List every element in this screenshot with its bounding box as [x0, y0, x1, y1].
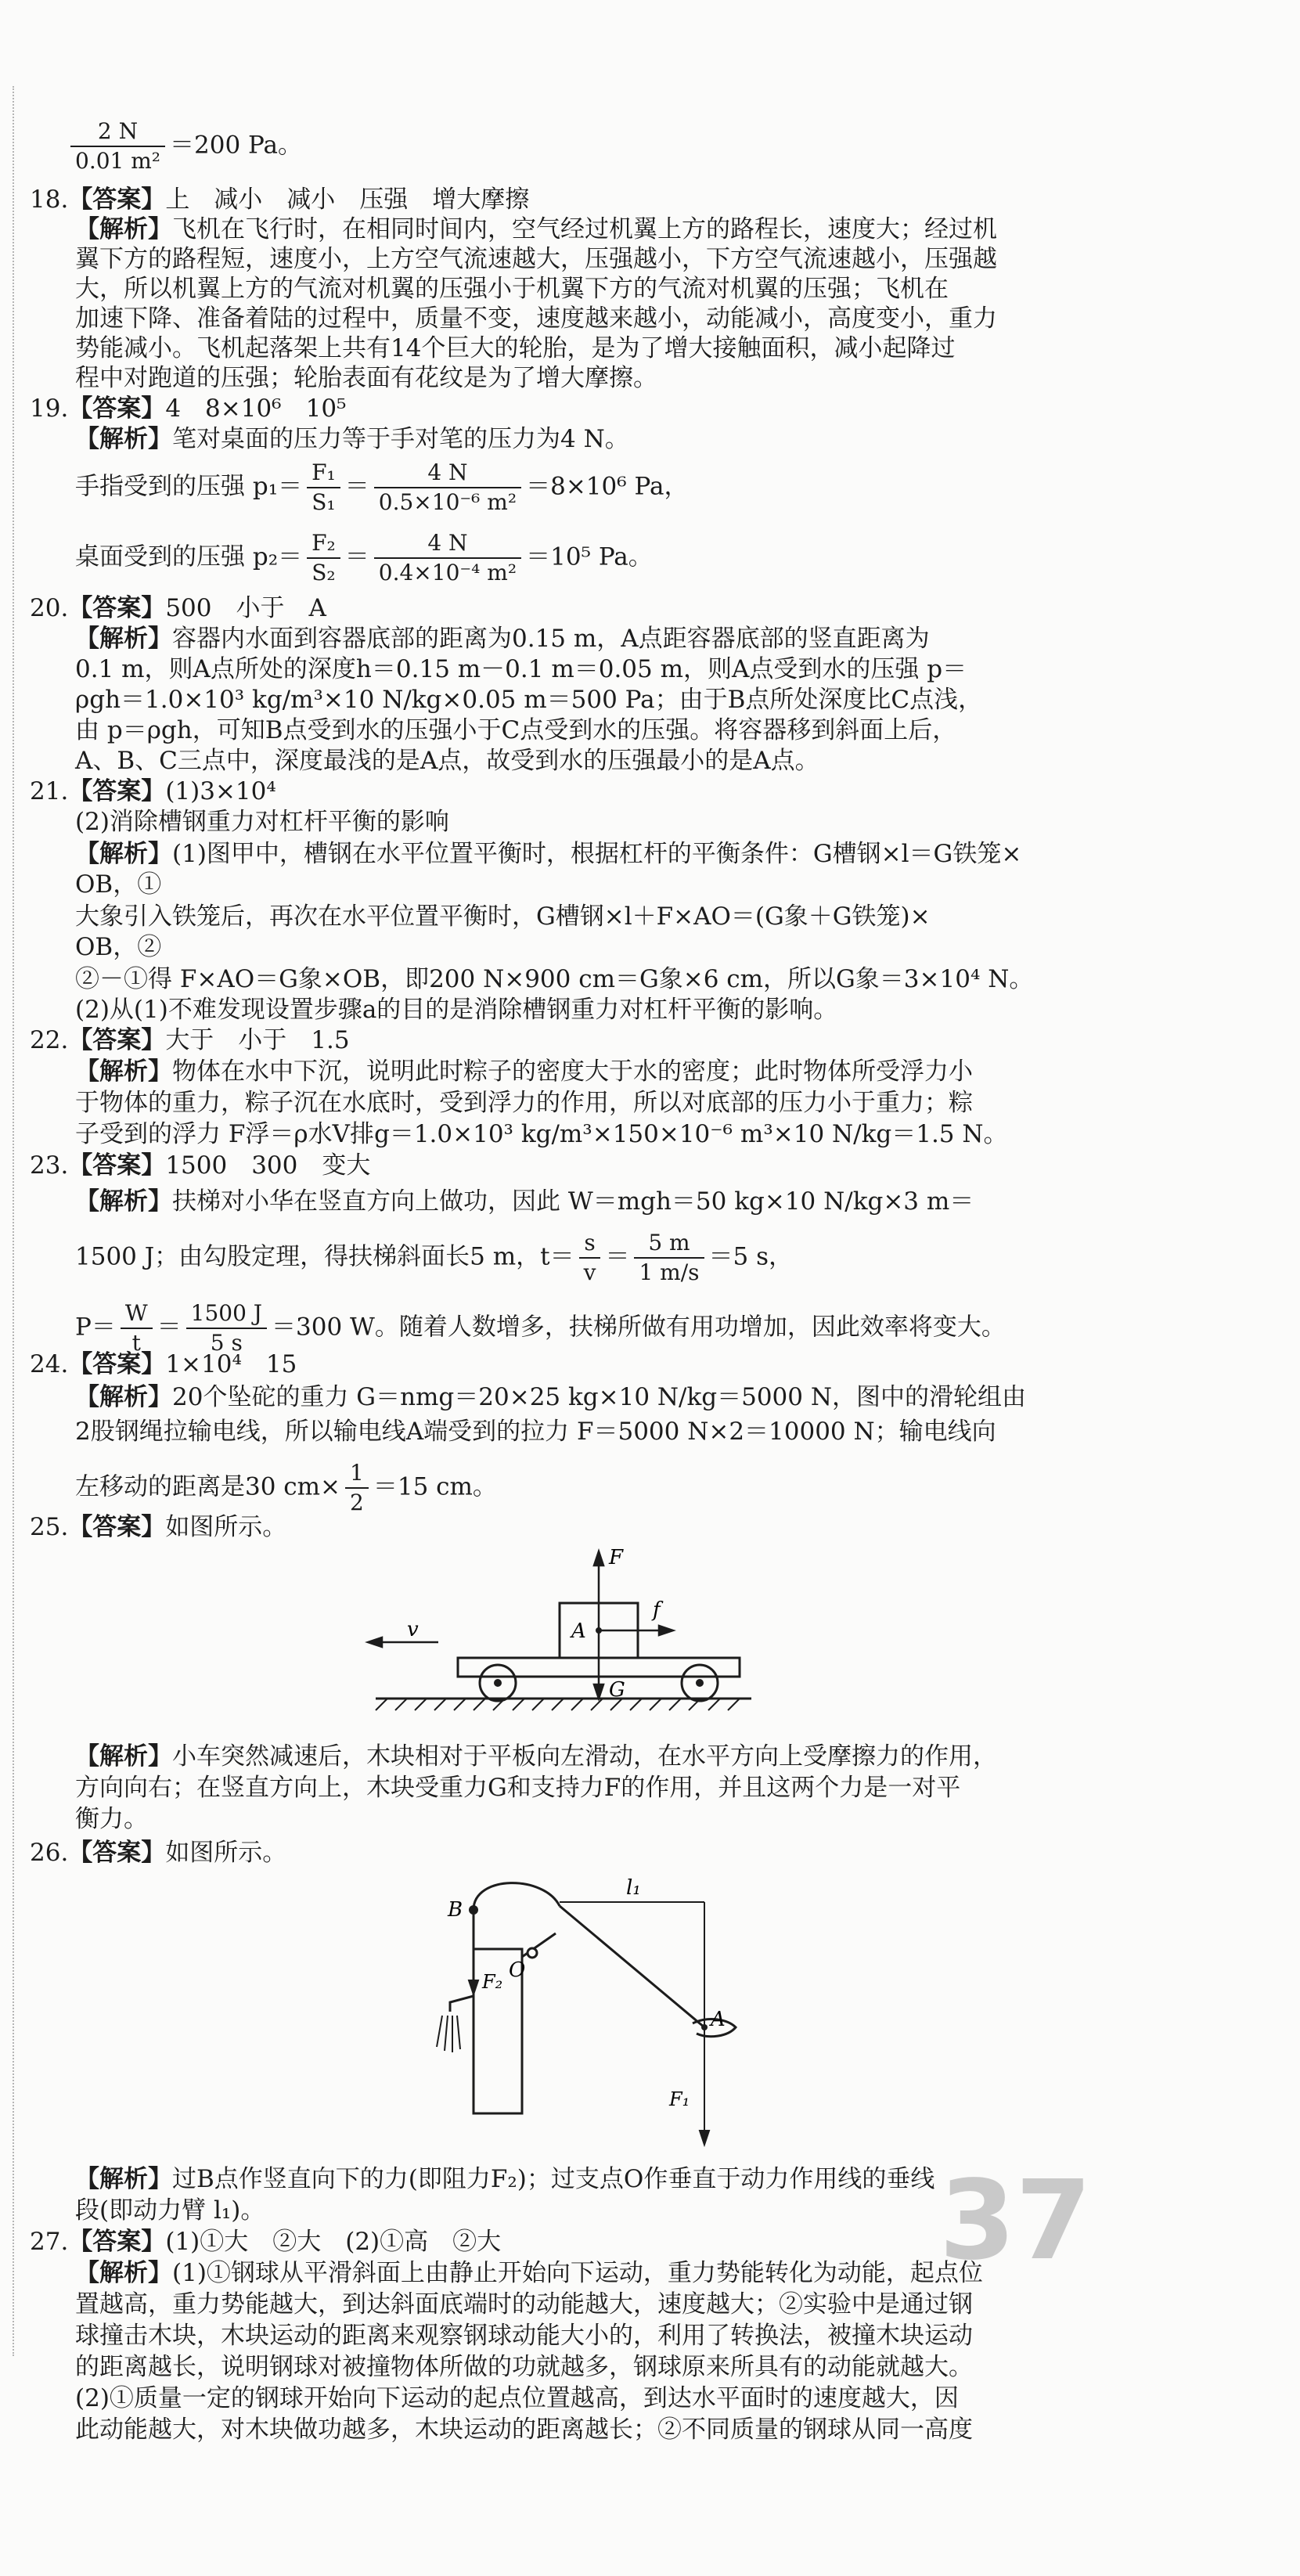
q21-explain-2: OB，① [75, 870, 162, 899]
frac-num: 1500 J [186, 1299, 267, 1329]
answer-text: 如图所示。 [165, 1513, 287, 1541]
q24-explain-3 [75, 1459, 497, 1517]
q22-explain-2: 于物体的重力，粽子沉在水底时，受到浮力的作用，所以对底部的压力小于重力；粽 [75, 1089, 973, 1117]
explain-tag: 【解析】 [75, 2165, 172, 2193]
q18-explain-2: 翼下方的路程短，速度小，上方空气流速越大，压强越小，下方空气流速越小，压强越 [75, 245, 997, 273]
question-number: 23. [30, 1151, 69, 1180]
explain-tag: 【解析】 [75, 425, 172, 453]
answer-tag: 【答案】 [68, 1026, 166, 1054]
frac-den: t [131, 1330, 141, 1356]
answer-text: 大于 小于 1.5 [165, 1026, 350, 1054]
q18-answer [30, 185, 530, 214]
label-A: A [711, 2008, 726, 2031]
q20-answer [30, 593, 326, 623]
answer-text: 1×10⁴ 15 [165, 1350, 297, 1378]
frac-num: F₁ [307, 459, 340, 488]
pump-handle-curve [474, 1883, 560, 1910]
q19-formula-1: 手指受到的压强 p₁＝ $\frac{\text{F₁}}{\text{S₁}}$ ＝ $\frac{4 N}{\text{0.5×10⁻⁶ m²}}$ ＝8×10⁶ Pa， [75, 459, 689, 515]
ground-hatch [376, 1699, 740, 1710]
q22-answer [30, 1025, 350, 1055]
explain-text: 小车突然减速后，木块相对于平板向左滑动，在水平方向上受摩擦力的作用， [172, 1742, 997, 1771]
answer-tag: 【答案】 [68, 594, 166, 622]
explain-tag: 【解析】 [75, 215, 172, 243]
explain-text: (1)图甲中，槽钢在水平位置平衡时，根据杠杆的平衡条件：G槽钢×l＝G铁笼× [172, 840, 1022, 868]
formula-text: ＝15 cm。 [373, 1472, 497, 1501]
frac-den: S₂ [311, 560, 336, 585]
page-number: 37 [939, 2157, 1092, 2285]
answer-tag: 【答案】 [68, 1350, 166, 1378]
q27-explain-1 [75, 2258, 983, 2288]
point-A [701, 2024, 708, 2030]
answer-tag: 【答案】 [68, 777, 166, 805]
explain-text: 20个坠砣的重力 G＝nmg＝20×25 kg×10 N/kg＝5000 N，图中的滑轮组由 [172, 1383, 1026, 1411]
formula-text: 桌面受到的压强 p₂＝ [75, 542, 303, 571]
explain-tag: 【解析】 [75, 2259, 172, 2287]
question-number: 24. [30, 1350, 69, 1378]
answer-text: (1)①大 ②大 (2)①高 ②大 [165, 2228, 502, 2256]
frac-den: 5 s [210, 1330, 243, 1356]
q27-answer [30, 2227, 502, 2257]
answer-text: 500 小于 A [165, 594, 326, 622]
point-B [469, 1905, 478, 1915]
q19-explain-1 [75, 424, 629, 454]
q27-explain-6: 此动能越大，对木块做功越多，木块运动的距离越长；②不同质量的钢球从同一高度 [75, 2416, 973, 2444]
q21-explain-5: ②－①得 F×AO＝G象×OB，即200 N×900 cm＝G象×6 cm，所以G象＝3×10⁴ N。 [75, 965, 1034, 993]
figure-25-cart-diagram [360, 1542, 767, 1722]
answer-text: 4 8×10⁶ 10⁵ [165, 395, 347, 423]
q21-explain-4: OB，② [75, 933, 162, 961]
explain-text: 过B点作竖直向下的力(即阻力F₂)；过支点O作垂直于动力作用线的垂线 [172, 2165, 935, 2193]
explain-text: 笔对桌面的压力等于手对笔的压力为4 N。 [172, 425, 629, 453]
q23-explain-3: P＝ $\frac{W}{t}$ ＝ $\frac{1500 J}{5 s}$ ＝300 W。随着人数增多，扶梯所做有用功增加，因此效率将变大。 [75, 1300, 1006, 1356]
question-number: 22. [30, 1026, 69, 1054]
q18-explain-4: 加速下降、准备着陆的过程中，质量不变，速度越来越小，动能减小，高度变小，重力 [75, 304, 997, 333]
formula-text: ＝300 W。随着人数增多，扶梯所做有用功增加，因此效率将变大。 [272, 1313, 1006, 1342]
spout [450, 1996, 474, 2012]
q20-explain-2: 0.1 m，则A点所处的深度h＝0.15 m－0.1 m＝0.05 m，则A点受到水的压强 p＝ [75, 655, 967, 683]
q20-explain-1 [75, 624, 930, 654]
frac-num: 4 N [374, 459, 521, 488]
explain-tag: 【解析】 [75, 1057, 172, 1086]
answer-text: 1500 300 变大 [165, 1151, 371, 1180]
frac-den: 1 m/s [639, 1259, 700, 1285]
q24-explain-2: 2股钢绳拉输电线，所以输电线A端受到的拉力 F＝5000 N×2＝10000 N；输电线向 [75, 1418, 996, 1446]
q27-explain-2: 置越高，重力势能越大，到达斜面底端时的动能越大，速度越大；②实验中是通过钢 [75, 2290, 973, 2318]
formula-text: ＝10⁵ Pa。 [526, 542, 653, 571]
frac-num: 5 m [634, 1229, 704, 1259]
formula-text: ＝5 s， [708, 1242, 794, 1271]
frac-den: v [583, 1259, 596, 1285]
q25-answer [30, 1512, 287, 1542]
q27-explain-4: 的距离越长，说明钢球对被撞物体所做的功就越多，钢球原来所具有的动能就越大。 [75, 2353, 973, 2381]
explain-tag: 【解析】 [75, 1187, 172, 1216]
explain-text: 飞机在飞行时，在相同时间内，空气经过机翼上方的路程长，速度大；经过机 [172, 215, 997, 243]
margin-dotted-line [13, 86, 16, 2356]
frac-num: F₂ [307, 529, 340, 559]
q25-explain-2: 方向向右；在竖直方向上，木块受重力G和支持力F的作用，并且这两个力是一对平 [75, 1774, 961, 1802]
explain-text: (1)①钢球从平滑斜面上由静止开始向下运动，重力势能转化为动能，起点位 [172, 2259, 983, 2287]
q18-explain-6: 程中对跑道的压强；轮胎表面有花纹是为了增大摩擦。 [75, 364, 657, 392]
frac-den: 0.01 m² [75, 148, 161, 174]
question-number: 18. [30, 186, 69, 214]
q17-tail-text: ＝200 Pa。 [170, 131, 303, 160]
label-F2: F₂ [482, 1971, 503, 1993]
label-f: f [653, 1598, 661, 1622]
frac-num: s [579, 1229, 601, 1259]
formula-text: ＝8×10⁶ Pa， [526, 472, 689, 501]
label-l1: l₁ [626, 1876, 641, 1900]
q22-explain-3: 子受到的浮力 F浮＝ρ水V排g＝1.0×10³ kg/m³×150×10⁻⁶ m³×10 N/kg＝1.5 N。 [75, 1120, 1008, 1148]
label-O: O [509, 1958, 526, 1982]
frac-num: 2 N [70, 117, 165, 147]
explain-text: 物体在水中下沉，说明此时粽子的密度大于水的密度；此时物体所受浮力小 [172, 1057, 973, 1086]
q21-explain-1 [75, 839, 1021, 869]
question-number: 26. [30, 1839, 69, 1867]
q17-tail-formula [75, 117, 302, 175]
frac-num: W [121, 1299, 153, 1329]
explain-text: 扶梯对小华在竖直方向上做功，因此 W＝mgh＝50 kg×10 N/kg×3 m＝ [172, 1187, 974, 1216]
q27-explain-3: 球撞击木块，木块运动的距离来观察钢球动能大小的，利用了转换法，被撞木块运动 [75, 2322, 973, 2350]
q25-explain-3: 衡力。 [75, 1805, 148, 1833]
formula-text: 手指受到的压强 p₁＝ [75, 472, 303, 501]
formula-text: 1500 J；由勾股定理，得扶梯斜面长5 m，t＝ [75, 1242, 574, 1271]
formula-text: 左移动的距离是30 cm× [75, 1472, 341, 1501]
q20-explain-3: ρgh＝1.0×10³ kg/m³×10 N/kg×0.05 m＝500 Pa；由于B点所处深度比C点浅， [75, 686, 983, 714]
q27-explain-5: (2)①质量一定的钢球开始向下运动的起点位置越高，到达水平面时的速度越大，因 [75, 2384, 959, 2412]
frac-num: 1 [345, 1459, 369, 1489]
formula-text: P＝ [75, 1313, 116, 1342]
q18-explain-1 [75, 214, 997, 244]
answer-text: 上 减小 减小 压强 增大摩擦 [165, 186, 530, 214]
question-number: 19. [30, 395, 69, 423]
question-number: 25. [30, 1513, 69, 1541]
q19-answer [30, 394, 347, 423]
q26-explain-1 [75, 2164, 934, 2194]
q21-explain-6: (2)从(1)不难发现设置步骤a的目的是消除槽钢重力对杠杆平衡的影响。 [75, 996, 838, 1024]
frac-den: 0.5×10⁻⁶ m² [378, 489, 517, 515]
q20-explain-4: 由 p＝ρgh，可知B点受到水的压强小于C点受到水的压强。将容器移到斜面上后， [75, 716, 957, 744]
explain-tag: 【解析】 [75, 1383, 172, 1411]
label-B: B [448, 1898, 463, 1922]
q18-explain-3: 大，所以机翼上方的气流对机翼的压强小于机翼下方的气流对机翼的压强；飞机在 [75, 275, 949, 303]
answer-tag: 【答案】 [68, 1513, 166, 1541]
answer-text: 如图所示。 [165, 1839, 287, 1867]
lever-arm [560, 1906, 704, 2027]
answer-tag: 【答案】 [68, 1839, 166, 1867]
question-number: 27. [30, 2228, 69, 2256]
label-v: v [407, 1618, 419, 1641]
q21-answer [30, 776, 276, 806]
q23-explain-1 [75, 1187, 974, 1216]
label-A: A [571, 1619, 586, 1643]
q25-explain-1 [75, 1742, 997, 1771]
answer-text: (1)3×10⁴ [165, 777, 276, 805]
q24-explain-1 [75, 1382, 1026, 1412]
q23-explain-2: 1500 J；由勾股定理，得扶梯斜面长5 m，t＝ $\frac{s}{v}$ ＝ $\frac{5 m}{1 m/s}$ ＝5 s， [75, 1230, 794, 1285]
answer-tag: 【答案】 [68, 186, 166, 214]
frac-den: 2 [350, 1490, 364, 1515]
explain-tag: 【解析】 [75, 625, 172, 653]
label-G: G [609, 1678, 625, 1702]
explain-text: 容器内水面到容器底部的距离为0.15 m，A点距容器底部的竖直距离为 [172, 625, 930, 653]
frac-den: 0.4×10⁻⁴ m² [378, 560, 517, 585]
answer-tag: 【答案】 [68, 395, 166, 423]
explain-tag: 【解析】 [75, 840, 172, 868]
question-number: 20. [30, 594, 69, 622]
question-number: 21. [30, 777, 69, 805]
label-F: F [609, 1546, 624, 1569]
label-F1: F₁ [669, 2088, 690, 2110]
frac-num: 4 N [374, 529, 521, 559]
q20-explain-5: A、B、C三点中，深度最浅的是A点，故受到水的压强最小的是A点。 [75, 747, 819, 775]
q21-explain-3: 大象引入铁笼后，再次在水平位置平衡时，G槽钢×l＋F×AO＝(G象＋G铁笼)× [75, 903, 931, 931]
answer-tag: 【答案】 [68, 1151, 166, 1180]
q26-answer [30, 1838, 287, 1868]
q26-explain-2: 段(即动力臂 l₁)。 [75, 2196, 265, 2225]
explain-tag: 【解析】 [75, 1742, 172, 1771]
q24-answer [30, 1349, 297, 1379]
frac-den: S₁ [311, 489, 336, 515]
point-O [528, 1948, 537, 1958]
q21-answer-2: (2)消除槽钢重力对杠杆平衡的影响 [75, 808, 449, 836]
answer-tag: 【答案】 [68, 2228, 166, 2256]
q18-explain-5: 势能减小。飞机起落架上共有14个巨大的轮胎，是为了增大接触面积，减小起降过 [75, 334, 956, 362]
q22-explain-1 [75, 1057, 973, 1086]
q23-answer [30, 1151, 371, 1180]
q19-formula-2: 桌面受到的压强 p₂＝ $\frac{\text{F₂}}{\text{S₂}}$ ＝ $\frac{4 N}{\text{0.4×10⁻⁴ m²}}$ ＝10⁵ Pa。 [75, 530, 653, 585]
figure-26-pump-lever-diagram [407, 1871, 767, 2153]
